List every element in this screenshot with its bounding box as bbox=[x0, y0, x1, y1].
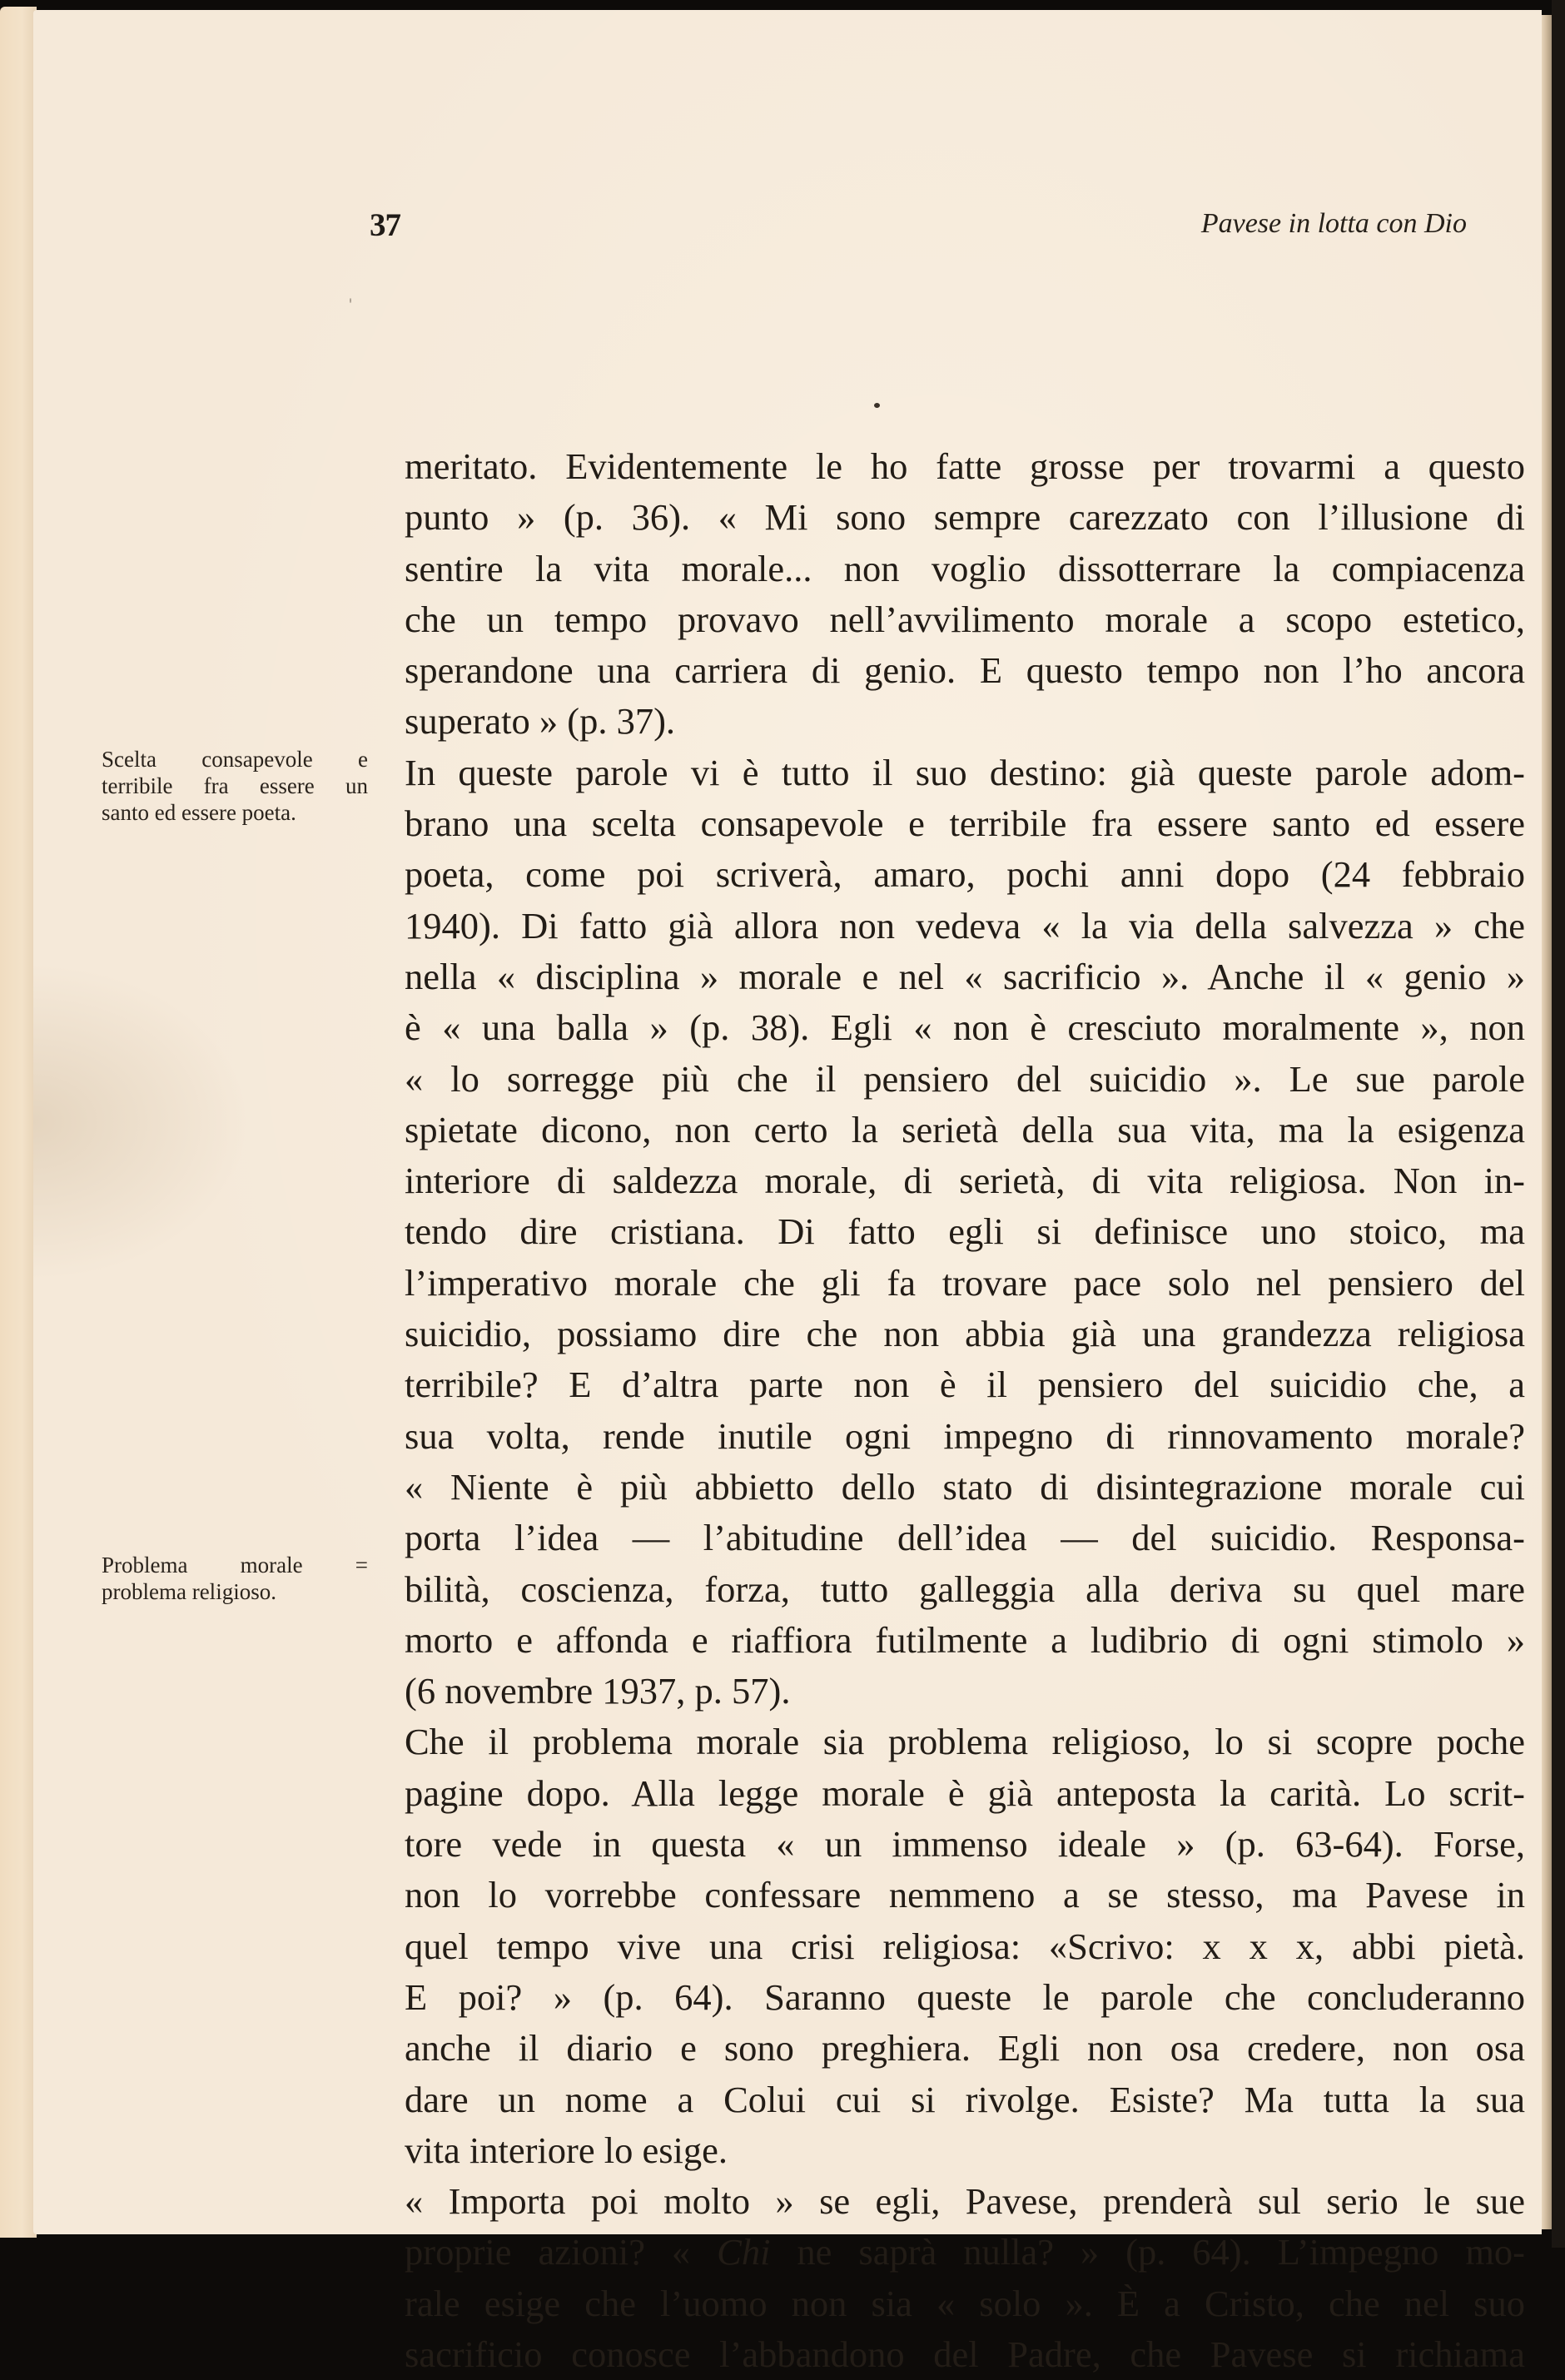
text-line: quel tempo vive una crisi religiosa: «Scrivo: x x x, abbi pietà. bbox=[405, 1925, 1525, 1967]
text-line: poeta, come poi scriverà, amaro, pochi anni dopo (24 febbraio bbox=[405, 853, 1525, 896]
text-line: brano una scelta consapevole e terribile fra essere santo ed essere bbox=[405, 802, 1525, 845]
page-number: 37 bbox=[370, 207, 400, 243]
text-line: sacrificio conosce l’abbandono del Padre, che Pavese si richiama bbox=[405, 2333, 1525, 2375]
paper-speck bbox=[350, 298, 351, 303]
scan-background bbox=[1552, 0, 1565, 2248]
text-line: Che il problema morale sia problema religioso, lo si scopre poche bbox=[405, 1721, 1525, 1763]
text-line: terribile? E d’altra parte non è il pensiero del suicidio che, a bbox=[405, 1364, 1525, 1406]
text-line: sua volta, rende inutile ogni impegno di rinnovamento morale? bbox=[405, 1414, 1525, 1457]
text-line: suicidio, possiamo dire che non abbia già una grandezza religiosa bbox=[405, 1313, 1525, 1355]
text-line: tendo dire cristiana. Di fatto egli si definisce uno stoico, ma bbox=[405, 1210, 1525, 1253]
text-line: anche il diario e sono preghiera. Egli non osa credere, non osa bbox=[405, 2027, 1525, 2069]
margin-note bbox=[102, 1552, 368, 1605]
text-line: non lo vorrebbe confessare nemmeno a se stesso, ma Pavese in bbox=[405, 1874, 1525, 1916]
text-line: In queste parole vi è tutto il suo destino: già queste parole adom- bbox=[405, 751, 1525, 793]
margin-note-line: santo ed essere poeta. bbox=[102, 800, 296, 825]
text-line: porta l’idea — l’abitudine dell’idea — del suicidio. Responsa- bbox=[405, 1517, 1525, 1559]
text-line: meritato. Evidentemente le ho fatte grosse per trovarmi a questo bbox=[405, 445, 1525, 487]
text-line: « Niente è più abbietto dello stato di disintegrazione morale cui bbox=[405, 1465, 1525, 1508]
text-line: sentire la vita morale... non voglio dissotterrare la compiacenza bbox=[405, 547, 1525, 589]
margin-note-line: problema religioso. bbox=[102, 1579, 276, 1604]
book-page bbox=[33, 10, 1542, 2375]
paper-speck bbox=[874, 403, 880, 408]
margin-note-line: Problema morale = bbox=[102, 1553, 368, 1578]
text-line: E poi? » (p. 64). Saranno queste le parole che concluderanno bbox=[405, 1975, 1525, 2018]
text-line bbox=[405, 2227, 1525, 2278]
text-line: è « una balla » (p. 38). Egli « non è cresciuto moralmente », non bbox=[405, 1006, 1525, 1049]
margin-note bbox=[102, 746, 368, 826]
body-text bbox=[405, 441, 1525, 2380]
page-stack-edge bbox=[1542, 15, 1552, 2229]
text-line: « Importa poi molto » se egli, Pavese, prenderà sul serio le sue bbox=[405, 2180, 1525, 2223]
text-line: dare un nome a Colui cui si rivolge. Esiste? Ma tutta la sua bbox=[405, 2078, 1525, 2120]
italic-emphasis: Chi bbox=[717, 2231, 771, 2273]
text-line: l’imperativo morale che gli fa trovare pace solo nel pensiero del bbox=[405, 1261, 1525, 1304]
running-title: Pavese in lotta con Dio bbox=[1200, 208, 1467, 239]
running-head bbox=[33, 206, 1542, 256]
text-line: tore vede in questa « un immenso ideale » (p. 63-64). Forse, bbox=[405, 1823, 1525, 1866]
text-line: sperandone una carriera di genio. E questo tempo non l’ho ancora bbox=[405, 649, 1525, 692]
text-line: bilità, coscienza, forza, tutto galleggia alla deriva su quel mare bbox=[405, 1568, 1525, 1610]
text-run: proprie azioni? « bbox=[405, 2231, 718, 2273]
margin-note-line: terribile fra essere un bbox=[102, 773, 368, 798]
text-line: interiore di saldezza morale, di serietà, di vita religiosa. Non in- bbox=[405, 1160, 1525, 1202]
text-run: ne saprà nulla? » (p. 64). L’impegno mo- bbox=[770, 2231, 1525, 2273]
previous-page-edge bbox=[0, 7, 37, 2238]
text-line: superato » (p. 37). bbox=[405, 700, 676, 743]
text-line: vita interiore lo esige. bbox=[405, 2129, 728, 2171]
text-line: 1940). Di fatto già allora non vedeva « la via della salvezza » che bbox=[405, 904, 1525, 947]
text-line: pagine dopo. Alla legge morale è già anteposta la carità. Lo scrit- bbox=[405, 1771, 1525, 1814]
text-line: nella « disciplina » morale e nel « sacrificio ». Anche il « genio » bbox=[405, 955, 1525, 997]
text-line: spietate dicono, non certo la serietà della sua vita, ma la esigenza bbox=[405, 1108, 1525, 1150]
text-line: rale esige che l’uomo non sia « solo ». È a Cristo, che nel suo bbox=[405, 2282, 1525, 2324]
text-line: che un tempo provavo nell’avvilimento morale a scopo estetico, bbox=[405, 598, 1525, 640]
text-line: « lo sorregge più che il pensiero del suicidio ». Le sue parole bbox=[405, 1057, 1525, 1100]
margin-note-line: Scelta consapevole e bbox=[102, 747, 368, 772]
text-line: punto » (p. 36). « Mi sono sempre carezzato con l’illusione di bbox=[405, 496, 1525, 539]
text-line: (6 novembre 1937, p. 57). bbox=[405, 1670, 791, 1712]
text-line: morto e affonda e riaffiora futilmente a ludibrio di ogni stimolo » bbox=[405, 1618, 1525, 1661]
